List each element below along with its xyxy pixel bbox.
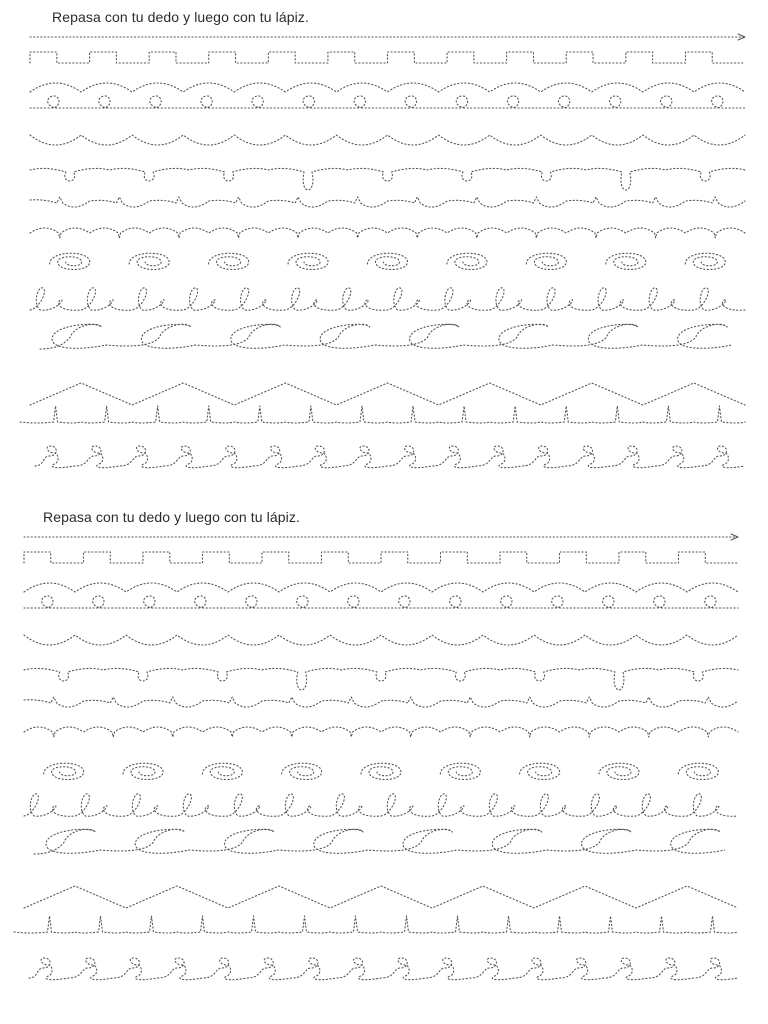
cup-wave-row — [30, 135, 745, 145]
loop-garland-row — [24, 668, 738, 690]
loop-garland-row — [30, 168, 745, 190]
instruction-title: Repasa con tu dedo y luego con tu lápiz. — [43, 509, 300, 525]
spiral-icon — [282, 763, 322, 779]
spiral-icon — [129, 253, 169, 269]
figure-eight-chain-row — [29, 958, 738, 980]
spiral-icon — [123, 763, 163, 779]
scallop-down-row — [30, 197, 745, 207]
worksheet-bottom — [0, 500, 768, 1010]
small-loops-row — [30, 96, 745, 108]
stem-cups-row — [14, 916, 738, 933]
square-wave-row — [30, 52, 745, 63]
big-c-loops-row — [34, 829, 725, 854]
spiral-icon — [526, 253, 566, 269]
spiral-icon — [50, 253, 90, 269]
instruction-title: Repasa con tu dedo y luego con tu lápiz. — [52, 9, 309, 25]
spiral-icon — [288, 253, 328, 269]
spiral-icon — [368, 253, 408, 269]
cursive-le-row — [30, 288, 745, 310]
small-loops-row — [24, 596, 738, 608]
scallop-down-row — [24, 697, 738, 707]
tracing-rows — [0, 500, 768, 1010]
worksheet-top — [0, 0, 768, 500]
spiral-icon — [44, 763, 84, 779]
zigzag-wave-row — [24, 583, 738, 592]
mountain-zigzag-row — [24, 886, 738, 908]
spiral-icon — [202, 763, 242, 779]
spiral-icon — [447, 253, 487, 269]
cursive-le-row — [24, 794, 738, 816]
big-c-loops-row — [40, 324, 732, 349]
spiral-icon — [361, 763, 401, 779]
spiral-icon — [440, 763, 480, 779]
mountain-zigzag-row — [30, 383, 745, 405]
square-wave-row — [24, 552, 738, 563]
spiral-icon — [685, 253, 725, 269]
spiral-icon — [520, 763, 560, 779]
figure-eight-chain-row — [35, 446, 745, 468]
spiral-icon — [599, 763, 639, 779]
zigzag-wave-row — [30, 83, 745, 92]
spiral-icon — [209, 253, 249, 269]
scallop-up-row — [24, 727, 738, 737]
spiral-icon — [606, 253, 646, 269]
scallop-up-row — [30, 228, 745, 238]
spiral-icon — [678, 763, 718, 779]
cup-wave-row — [24, 635, 738, 645]
stem-cups-row — [20, 406, 745, 423]
tracing-rows — [0, 0, 768, 500]
